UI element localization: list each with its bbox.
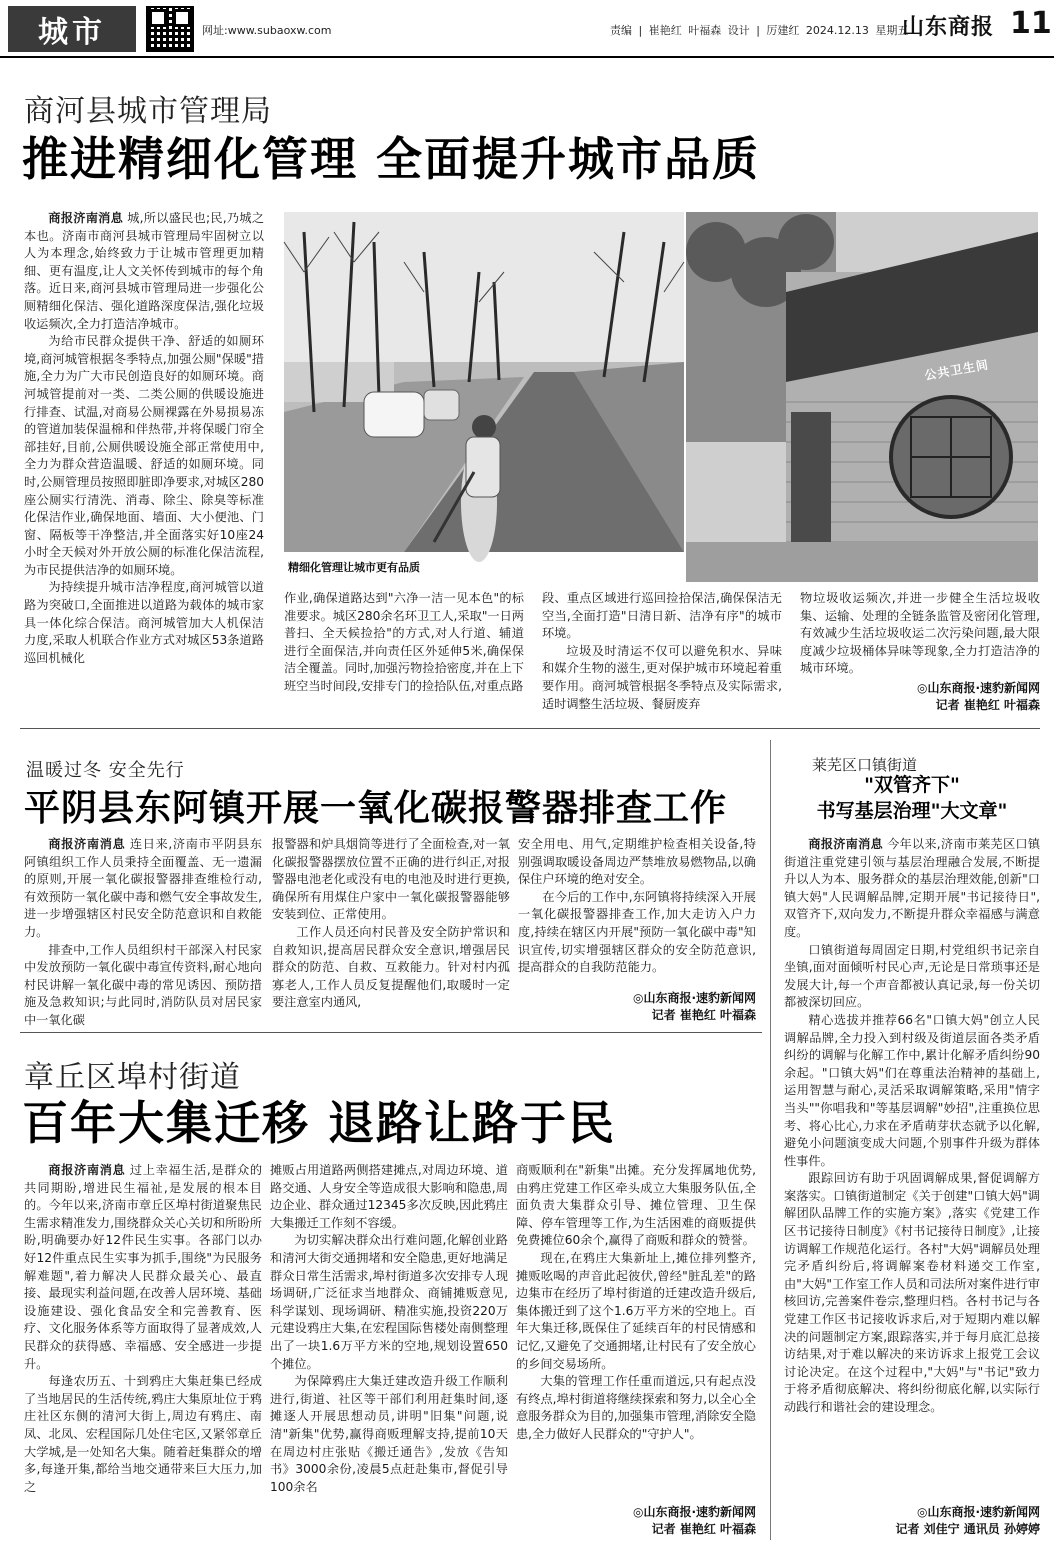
article1-col4-text: 物垃圾收运频次,并进一步健全生活垃圾收集、运输、处理的全链条监管及密闭化管理,有效减少生活垃圾收运二次污染问题,最大限度减少垃圾桶体异味等现象,全力打造洁净的城市环境。 (800, 591, 1040, 676)
article1-col1-p1: 城,所以盛民也;民,乃城之本也。济南市商河县城市管理局牢固树立以人为本理念,始终致力于让城市管理更加精细、更有温度,让人文关怀传到城市的每个角落。近日来,商河县城市管理局进一步强化公厕精细化保洁、强化道路深度保洁,强化垃圾收运频次,全力打造洁净城市。 (24, 211, 265, 331)
qr-code-icon (146, 6, 194, 52)
article1-column-4 (800, 590, 1040, 680)
article2-kicker: 温暖过冬 安全先行 (26, 760, 185, 781)
article4-reporters: 记者 刘佳宁 通讯员 孙婷婷 (895, 1522, 1040, 1536)
page-header (0, 0, 1054, 55)
article2-col2-p1: 报警器和炉具烟筒等进行了全面检查,对一氧化碳报警器摆放位置不正确的进行纠正,对报警器电池老化或没有电的电池及时进行更换,确保所有用煤住户家中一氧化碳报警器能够安装到位、正常使用。 (272, 837, 510, 922)
article3-col3-p1: 商贩顺利在"新集"出摊。充分发挥属地优势,由鸦庄党建工作区牵头成立大集服务队伍,全面负责大集群众引导、摊位管理、卫生保障、停车管理等工作,为生活困难的商贩提供免费摊位60余个,赢得了商贩和群众的赞誉。 (516, 1163, 756, 1248)
website-label: 网址:www.subaoxw.com (202, 24, 332, 37)
article4-p1: 今年以来,济南市莱芜区口镇街道注重党建引领与基层治理融合发展,不断提升以人为本、服务群众的基层治理效能,创新"口镇大妈"人民调解品牌,定期开展"书记接待日",双管齐下,双向发力,不断提升群众幸福感与满意度。 (784, 837, 1041, 939)
newspaper-name: 山东商报 (902, 14, 995, 40)
divider-rule (20, 1032, 762, 1033)
article3-col3-p2: 现在,在鸦庄大集新址上,摊位排列整齐,摊贩吆喝的声音此起彼伏,曾经"脏乱差"的路边集市在经历了埠村街道的迁建改造升级后,集体搬迁到了这个1.6万平方米的空地上。百年大集迁移,既保住了延续百年的村民情感和记忆,又避免了交通拥堵,让村民有了安全放心的乡间交易场所。 (516, 1250, 756, 1371)
article3-headline: 百年大集迁移 退路让路于民 (22, 1096, 617, 1150)
section-label: 城市 (8, 6, 136, 52)
article4-title-line1: "双管齐下" (864, 774, 960, 796)
article1-source: ◎山东商报·速豹新闻网 (916, 681, 1040, 695)
article1-reporters: 记者 崔艳红 叶福森 (935, 698, 1040, 712)
article2-col1-p1: 连日来,济南市平阴县东阿镇组织工作人员秉持全面覆盖、无一遗漏的原则,开展一氧化碳报警器排查维检行动,有效预防一氧化碳中毒和燃气安全事故发生,进一步增强辖区村民安全防范意识和自救能力。 (24, 837, 263, 939)
article4-p3: 精心选拔并推荐66名"口镇大妈"创立人民调解品牌,全力投入到村级及街道层面各类矛盾纠纷的调解与化解工作中,累计化解矛盾纠纷90余起。"口镇大妈"们在尊重法治精神的基础上,运用智慧与耐心,灵活采取调解策略,采用"情字当头""你唱我和"等基层调解"妙招",注重换位思考、将心比心,力求在矛盾萌芽状态就予以化解,避免小问题演变成大问题,个别事件升级为群体性事件。 (784, 1012, 1040, 1168)
article3-col1-p1: 过上幸福生活,是群众的共同期盼,增进民生福祉,是发展的根本目的。今年以来,济南市章丘区埠村街道聚焦民生需求精准发力,围绕群众关心关切和所盼所盼,明确要办好12件民生实事。各部门以办好12件重点民生实事为抓手,围绕"为民服务解难题",着力解决人民群众最关心、最直接、最现实利益问题,在改善人居环境、基础设施建设、强化食品安全和完善教育、医疗、文化服务体系等方面取得了显著成效,人民群众的获得感、幸福感、安全感进一步提升。 (24, 1163, 263, 1371)
divider-rule (20, 728, 1040, 729)
article3-col1-p2: 每逢农历五、十到鸦庄大集赶集已经成了当地居民的生活传统,鸦庄大集原址位于鸦庄社区东侧的清河大街上,周边有鸦庄、南凤、北凤、宏程国际几处住宅区,又紧邻章丘大学城,是一处知名大集。随着赶集群众的增多,每逢开集,都给当地交通带来巨大压力,加之 (24, 1374, 262, 1494)
article4-source: ◎山东商报·速豹新闻网 (916, 1505, 1040, 1519)
article1-kicker: 商河县城市管理局 (24, 94, 272, 129)
article1-column-1 (24, 210, 264, 710)
column-divider (770, 740, 771, 1540)
article1-col1-p3: 为持续提升城市洁净程度,商河城管以道路为突破口,全面推进以道路为载体的城市家具一体化综合保洁。商河城管加大人机保洁力度,采取人机联合作业方式对城区53条道路巡回机械化 (24, 580, 264, 665)
article1-photo-caption: 精细化管理让城市更有品质 (288, 561, 420, 574)
editor-date-meta: 责编 | 崔艳红 叶福森 设计 | 厉建红 2024.12.13 星期五 (610, 24, 909, 37)
article4-p2: 口镇街道每周固定日期,村党组织书记亲自坐镇,面对面倾听村民心声,无论是日常琐事还是发展大计,每一个声音都被认真记录,每一份关切都被深切回应。 (784, 942, 1040, 1010)
article1-lead: 商报济南消息 (48, 211, 124, 225)
article3-source: ◎山东商报·速豹新闻网 (632, 1505, 756, 1519)
article1-headline: 推进精细化管理 全面提升城市品质 (22, 132, 761, 186)
article3-column-1 (24, 1162, 262, 1542)
article2-column-3 (518, 836, 756, 982)
article2-col3-p2: 在今后的工作中,东阿镇将持续深入开展一氧化碳报警器排查工作,加大走访入户力度,持续在辖区内开展"预防一氧化碳中毒"知识宣传,切实增强辖区群众的安全防范意识,提高群众的自我防范能力。 (518, 889, 756, 975)
article1-col3-p1: 段、重点区域进行巡回捡拾保洁,确保保洁无空当,全面打造"日清日新、洁净有序"的城市环境。 (542, 591, 782, 641)
article2-col3-p1: 安全用电、用气,定期维护检查相关设备,特别强调取暖设备周边严禁堆放易燃物品,以确保住户环境的绝对安全。 (518, 837, 756, 887)
public-toilet-photo (686, 212, 1038, 582)
article4-title-line2: 书写基层治理"大文章" (816, 800, 1008, 822)
article3-col2-p2: 为切实解决群众出行难问题,化解创业路和清河大街交通拥堵和安全隐患,更好地满足群众日常生活需求,埠村街道多次安排专人现场调研,广泛征求当地群众、商铺摊贩意见,科学谋划、现场调研、精准实施,投资220万元建设鸦庄大集,在宏程国际售楼处南侧整理出了一块1.6万平方米的空地,规划设置650个摊位。 (270, 1233, 508, 1371)
article3-kicker: 章丘区埠村街道 (24, 1060, 241, 1095)
article2-col2-p2: 工作人员还向村民普及安全防护常识和自救知识,提高居民群众安全意识,增强居民群众的防范、自救、互救能力。针对村内孤寡老人,工作人员反复提醒他们,取暖时一定要注意室内通风, (272, 924, 510, 1010)
article1-col2-text: 作业,确保道路达到"六净一洁一见本色"的标准要求。城区280余名环卫工人,采取"一日两普扫、全天候捡拾"的方式,对人行道、辅道进行全面保洁,并向责任区外延伸5米,确保保洁全覆盖。同时,加强污物捡拾密度,并在上下班空当时间段,安排专门的捡拾队伍,对重点路 (284, 591, 524, 693)
article2-column-1 (24, 836, 263, 1027)
article2-reporters: 记者 崔艳红 叶福森 (651, 1008, 756, 1022)
article4-kicker: 莱芜区口镇街道 (812, 756, 918, 774)
toilet-sign-text: 公共卫生间 (923, 357, 990, 383)
page-number: 11 (1010, 6, 1052, 41)
article3-col2-p3: 为保障鸦庄大集迁建改造升级工作顺利进行,街道、社区等干部们利用赶集时间,逐摊逐人开展思想动员,讲明"旧集"问题,说清"新集"优势,赢得商贩理解支持,提前10天在周边村庄张贴《搬迁通告》,发放《告知书》3000余份,凌晨5点赶赴集市,督促引导100余名 (270, 1374, 508, 1494)
article3-column-2 (270, 1162, 508, 1542)
article2-column-2 (272, 836, 510, 1016)
article2-source: ◎山东商报·速豹新闻网 (632, 991, 756, 1005)
article1-col3-p2: 垃圾及时清运不仅可以避免积水、异味和媒介生物的滋生,更对保护城市环境起着重要作用。商河城管根据冬季特点及实际需求,适时调整生活垃圾、餐厨废弃 (542, 643, 782, 711)
article4-p4: 跟踪回访有助于巩固调解成果,督促调解方案落实。口镇街道制定《关于创建"口镇大妈"调解团队品牌工作的实施方案》,落实《党建工作区书记接待日制度》《村书记接待日制度》,让接访调解工作规范化运行。各村"大妈"调解员处理完矛盾纠纷后,将调解案卷材料递交工作室,由"大妈"工作室工作人员和司法所对案件进行审核回访,完善案件卷宗,整理归档。各村书记与各党建工作区书记接收诉求后,对于短期内难以解决的问题制定方案,跟踪落实,并于每月底汇总接访结果,对于难以解决的来访诉求上报党工会议讨论决定。在这个过程中,"大妈"与"书记"致力于将矛盾彻底解决、将纠纷彻底化解,以实际行动践行和谐社会的建设理念。 (784, 1171, 1040, 1414)
article2-lead: 商报济南消息 (48, 837, 126, 851)
article3-lead: 商报济南消息 (48, 1163, 126, 1177)
article1-column-3 (542, 590, 782, 715)
header-rule (0, 56, 1054, 58)
article2-headline: 平阴县东阿镇开展一氧化碳报警器排查工作 (24, 788, 728, 829)
street-cleaning-photo (284, 212, 684, 552)
article4-lead: 商报济南消息 (808, 837, 883, 851)
article1-col1-p2: 为给市民群众提供干净、舒适的如厕环境,商河城管根据冬季特点,加强公厕"保暖"措施,全力为广大市民创造良好的如厕环境。商河城管提前对一类、二类公厕的供暖设施进行排查、试温,对商易公厕裸露在外易损易冻的管道加装保温棉和伴热带,并将保暖门帘全部挂好,目前,公厕供暖设施全部正常使用中,全力为群众营造温暖、舒适的如厕环境。同时,公厕管理员按照即脏即净要求,对城区280座公厕实行清洗、消毒、除尘、除臭等标准化保洁作业,确保地面、墙面、大小便池、门窗、隔板等干净整洁,并全面落实好10座24小时全天候对外开放公厕的标准化保洁流程,为市民提供洁净的如厕环境。 (24, 334, 264, 577)
article3-column-3 (516, 1162, 756, 1500)
article2-col1-p2: 排查中,工作人员组织村干部深入村民家中发放预防一氧化碳中毒宣传资料,耐心地向村民讲解一氧化碳中毒的常见诱因、预防措施及急救知识;与此同时,消防队员对居民家中一氧化碳 (24, 942, 262, 1027)
article3-reporters: 记者 崔艳红 叶福森 (651, 1522, 756, 1536)
article3-col3-p3: 大集的管理工作任重而道远,只有起点没有终点,埠村街道将继续探索和努力,以全心全意服务群众为目的,加强集市管理,消除安全隐患,全力做好人民群众的"守护人"。 (516, 1374, 756, 1441)
article3-col2-p1: 摊贩占用道路两侧搭建摊点,对周边环境、道路交通、人身安全等造成很大影响和隐患,周边企业、群众通过12345多次反映,因此鸦庄大集搬迁工作刻不容缓。 (270, 1163, 508, 1230)
article1-column-2 (284, 590, 524, 715)
article4-column (784, 836, 1040, 1502)
